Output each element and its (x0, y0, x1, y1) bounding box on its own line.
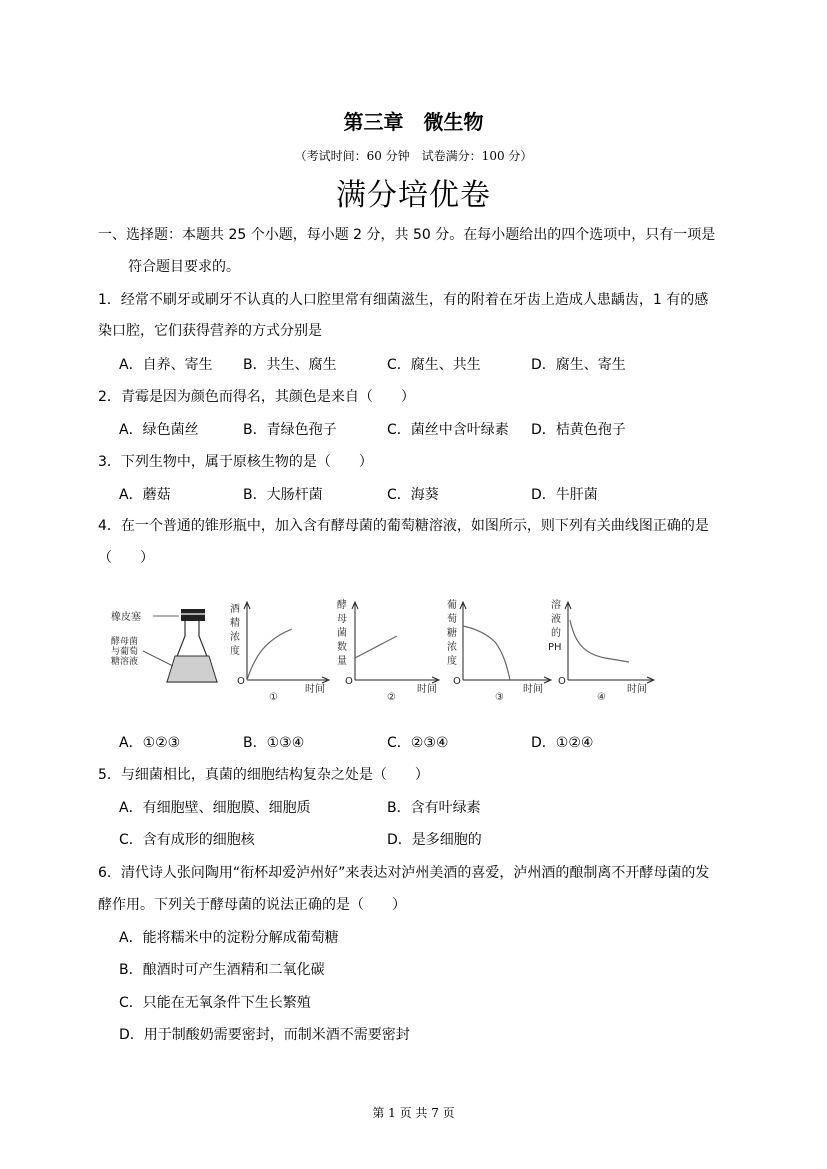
svg-text:精: 精 (230, 618, 240, 629)
svg-text:时间: 时间 (417, 684, 437, 695)
q5-option-b[interactable]: B．含有叶绿素 (387, 800, 481, 816)
q1-option-d[interactable]: D．腐生、寄生 (531, 357, 626, 373)
section-heading-line1: 一、选择题：本题共 25 个小题，每小题 2 分，共 50 分。在每小题给出的四个选项中，只有一项是 (98, 227, 716, 243)
q6-option-d[interactable]: D．用于制酸奶需要密封，而制米酒不需要密封 (119, 1027, 410, 1043)
q4-option-a[interactable]: A．①②③ (119, 735, 181, 751)
page-footer: 第 1 页 共 7 页 (372, 1106, 455, 1120)
q1-option-b[interactable]: B．共生、腐生 (243, 357, 337, 373)
svg-text:浓: 浓 (230, 632, 240, 643)
q2-option-d[interactable]: D．桔黄色孢子 (531, 422, 626, 438)
q6-option-a[interactable]: A．能将糯米中的淀粉分解成葡萄糖 (119, 930, 339, 946)
svg-text:菌: 菌 (337, 628, 347, 639)
q1-option-c[interactable]: C．腐生、共生 (387, 357, 481, 373)
graph-2 (337, 598, 439, 703)
q6-stem-line1: 6．清代诗人张问陶用“衔杯却爱泸州好”来表达对泸州美酒的喜爱，泸州酒的酿制离不开酵母菌的发 (98, 865, 710, 881)
q6-option-c[interactable]: C．只能在无氧条件下生长繁殖 (119, 995, 311, 1011)
svg-text:溶: 溶 (551, 600, 561, 611)
graph-4 (548, 598, 654, 703)
svg-text:酒: 酒 (230, 604, 240, 615)
section-heading-line2: 符合题目要求的。 (128, 259, 240, 275)
svg-text:量: 量 (337, 656, 347, 667)
graph-3-number: ③ (495, 692, 504, 703)
q3-option-a[interactable]: A．蘑菇 (119, 487, 171, 503)
graph-1-number: ① (269, 692, 278, 703)
svg-text:度: 度 (447, 656, 457, 667)
solution-label-3: 糖溶液 (111, 657, 139, 667)
stopper-label: 橡皮塞 (111, 612, 141, 623)
solution-label-1: 酵母菌 (111, 637, 139, 647)
graph-1 (230, 602, 329, 703)
exam-info: （考试时间：60 分钟 试卷满分：100 分） (294, 149, 533, 163)
q3-option-b[interactable]: B．大肠杆菌 (243, 487, 323, 503)
page-title: 第三章 微生物 (343, 110, 484, 134)
banner-title: 满分培优卷 (336, 178, 491, 213)
q3-option-d[interactable]: D．牛肝菌 (531, 487, 598, 503)
svg-text:浓: 浓 (447, 642, 457, 653)
q1-option-a[interactable]: A．自养、寄生 (119, 357, 213, 373)
solution-label-2: 与葡萄 (111, 647, 139, 657)
q4-figure (105, 596, 665, 708)
q1-stem-line1: 1．经常不刷牙或刷牙不认真的人口腔里常有细菌滋生，有的附着在牙齿上造成人患龋齿，1 有的感 (98, 292, 709, 308)
svg-text:萄: 萄 (447, 614, 457, 625)
q2-option-c[interactable]: C．菌丝中含叶绿素 (387, 422, 509, 438)
graph-2-number: ② (387, 692, 396, 703)
q3-stem: 3．下列生物中，属于原核生物的是（ ） (98, 454, 373, 470)
q2-stem: 2．青霉是因为颜色而得名，其颜色是来自（ ） (98, 389, 415, 405)
flask-diagram (111, 609, 217, 682)
q4-option-b[interactable]: B．①③④ (243, 735, 305, 751)
q5-stem: 5．与细菌相比，真菌的细胞结构复杂之处是（ ） (98, 767, 429, 783)
svg-text:数: 数 (337, 642, 347, 653)
svg-text:糖: 糖 (447, 628, 457, 639)
graph-3 (447, 598, 551, 703)
q4-option-d[interactable]: D．①②④ (531, 735, 594, 751)
svg-text:葡: 葡 (447, 600, 457, 611)
q2-option-b[interactable]: B．青绿色孢子 (243, 422, 337, 438)
svg-text:度: 度 (230, 646, 240, 657)
svg-text:时间: 时间 (305, 684, 325, 695)
q3-option-c[interactable]: C．海葵 (387, 487, 439, 503)
q5-option-d[interactable]: D．是多细胞的 (387, 832, 482, 848)
q5-option-c[interactable]: C．含有成形的细胞核 (119, 832, 255, 848)
q2-option-a[interactable]: A．绿色菌丝 (119, 422, 199, 438)
svg-text:时间: 时间 (627, 684, 647, 695)
q4-option-c[interactable]: C．②③④ (387, 735, 449, 751)
svg-text:O: O (237, 676, 245, 687)
svg-text:液: 液 (551, 614, 561, 625)
q4-stem-line2: （ ） (98, 550, 154, 566)
q6-stem-line2: 酵作用。下列关于酵母菌的说法正确的是（ ） (98, 897, 406, 913)
svg-text:O: O (558, 676, 566, 687)
svg-text:PH: PH (548, 642, 562, 653)
q4-stem-line1: 4．在一个普通的锥形瓶中，加入含有酵母菌的葡萄糖溶液，如图所示，则下列有关曲线图正确的是 (98, 518, 709, 534)
svg-text:O: O (453, 676, 461, 687)
q6-option-b[interactable]: B．酿酒时可产生酒精和二氧化碳 (119, 962, 325, 978)
q5-option-a[interactable]: A．有细胞壁、细胞膜、细胞质 (119, 800, 311, 816)
q1-stem-line2: 染口腔，它们获得营养的方式分别是 (98, 323, 322, 339)
graph-4-number: ④ (597, 692, 606, 703)
svg-text:时间: 时间 (523, 684, 543, 695)
svg-text:O: O (345, 676, 353, 687)
svg-text:母: 母 (337, 614, 347, 625)
svg-text:的: 的 (551, 628, 561, 639)
svg-text:酵: 酵 (337, 600, 347, 611)
